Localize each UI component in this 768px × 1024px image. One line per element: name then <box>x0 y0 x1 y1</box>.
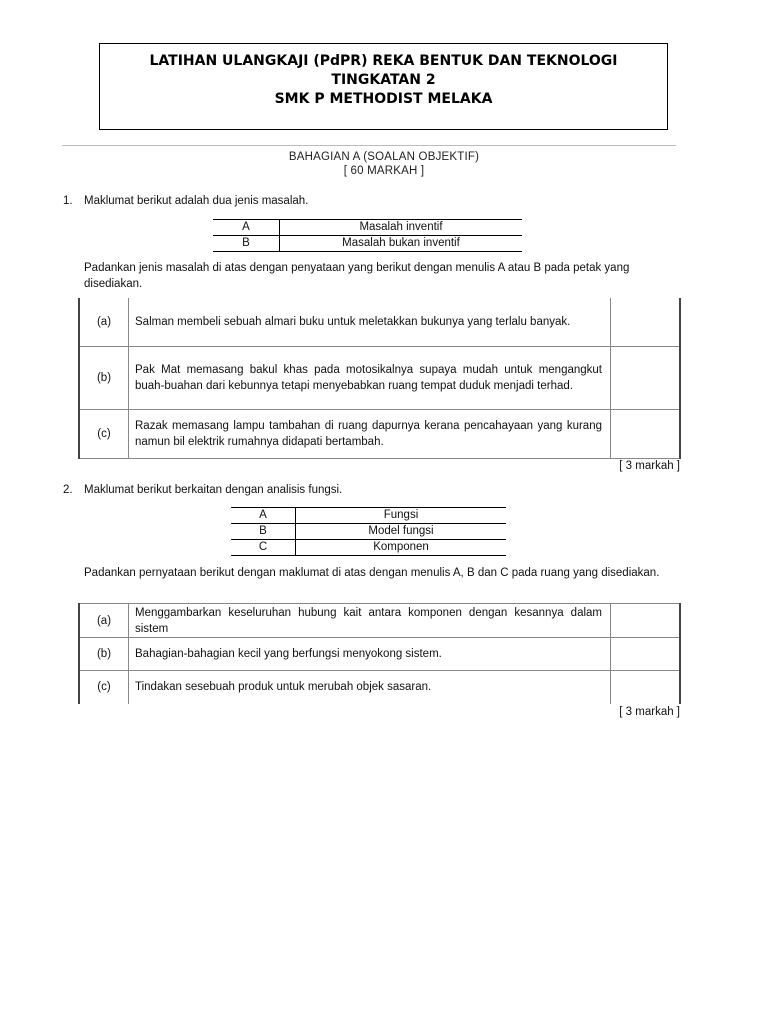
legend-key: B <box>213 236 280 252</box>
table-row <box>79 671 680 704</box>
answer-box[interactable] <box>611 409 681 458</box>
q2-instruction: Padankan pernyataan berikut dengan maklumat di atas dengan menulis A, B dan C pada ruang yang disediakan. <box>84 567 660 579</box>
legend-key: A <box>231 508 296 524</box>
table-row <box>79 346 680 409</box>
row-label: (a) <box>79 604 129 638</box>
header-school: SMK P METHODIST MELAKA <box>274 91 493 107</box>
legend-key: C <box>231 540 296 556</box>
table-row <box>79 409 680 458</box>
row-label: (b) <box>79 346 129 409</box>
row-statement: Bahagian-bahagian kecil yang berfungsi menyokong sistem. <box>129 638 611 671</box>
q2-marks: [ 3 markah ] <box>619 706 680 718</box>
q2-legend-table <box>231 507 506 556</box>
legend-value: Fungsi <box>296 508 507 524</box>
answer-box[interactable] <box>611 604 681 638</box>
q2-number: 2. <box>63 484 73 496</box>
q1-answer-table <box>78 298 681 459</box>
q1-marks: [ 3 markah ] <box>619 460 680 472</box>
table-row <box>79 638 680 671</box>
section-title: BAHAGIAN A (SOALAN OBJEKTIF) <box>288 151 480 163</box>
q2-answer-table <box>78 603 681 704</box>
header-form: TINGKATAN 2 <box>331 72 436 88</box>
legend-row <box>231 540 506 556</box>
legend-key: A <box>213 220 280 236</box>
q2-text: Maklumat berikut berkaitan dengan analisis fungsi. <box>84 484 343 496</box>
row-statement: Salman membeli sebuah almari buku untuk meletakkan bukunya yang terlalu banyak. <box>129 298 611 346</box>
answer-box[interactable] <box>611 346 681 409</box>
header-title: LATIHAN ULANGKAJI (PdPR) REKA BENTUK DAN TEKNOLOGI <box>149 53 618 69</box>
section-marks: [ 60 MARKAH ] <box>343 165 425 177</box>
answer-box[interactable] <box>611 671 681 704</box>
q1-number: 1. <box>63 195 73 207</box>
table-row <box>79 604 680 638</box>
q1-text: Maklumat berikut adalah dua jenis masalah. <box>84 195 309 207</box>
header-box <box>99 43 668 130</box>
legend-value: Masalah bukan inventif <box>280 236 523 252</box>
legend-value: Komponen <box>296 540 507 556</box>
legend-value: Masalah inventif <box>280 220 523 236</box>
legend-row <box>213 236 522 252</box>
q1-legend-table <box>213 219 522 252</box>
row-label: (a) <box>79 298 129 346</box>
row-label: (c) <box>79 671 129 704</box>
legend-key: B <box>231 524 296 540</box>
legend-row <box>231 508 506 524</box>
row-statement: Tindakan sesebuah produk untuk merubah objek sasaran. <box>129 671 611 704</box>
answer-box[interactable] <box>611 638 681 671</box>
legend-row <box>231 524 506 540</box>
answer-box[interactable] <box>611 298 681 346</box>
row-statement: Razak memasang lampu tambahan di ruang dapurnya kerana pencahayaan yang kurang namun bil elektrik rumahnya didapati bertambah. <box>129 409 611 458</box>
table-row <box>79 298 680 346</box>
divider-line <box>62 145 676 146</box>
legend-row <box>213 220 522 236</box>
q1-instruction: Padankan jenis masalah di atas dengan penyataan yang berikut dengan menulis A atau B pada petak yang disediakan. <box>84 262 630 290</box>
row-label: (c) <box>79 409 129 458</box>
row-statement: Menggambarkan keseluruhan hubung kait antara komponen dengan kesannya dalam sistem <box>129 604 611 638</box>
row-label: (b) <box>79 638 129 671</box>
row-statement: Pak Mat memasang bakul khas pada motosikalnya supaya mudah untuk mengangkut buah-buahan dari kebunnya tetapi menyebabkan ruang tempat duduk menjadi terhad. <box>129 346 611 409</box>
legend-value: Model fungsi <box>296 524 507 540</box>
